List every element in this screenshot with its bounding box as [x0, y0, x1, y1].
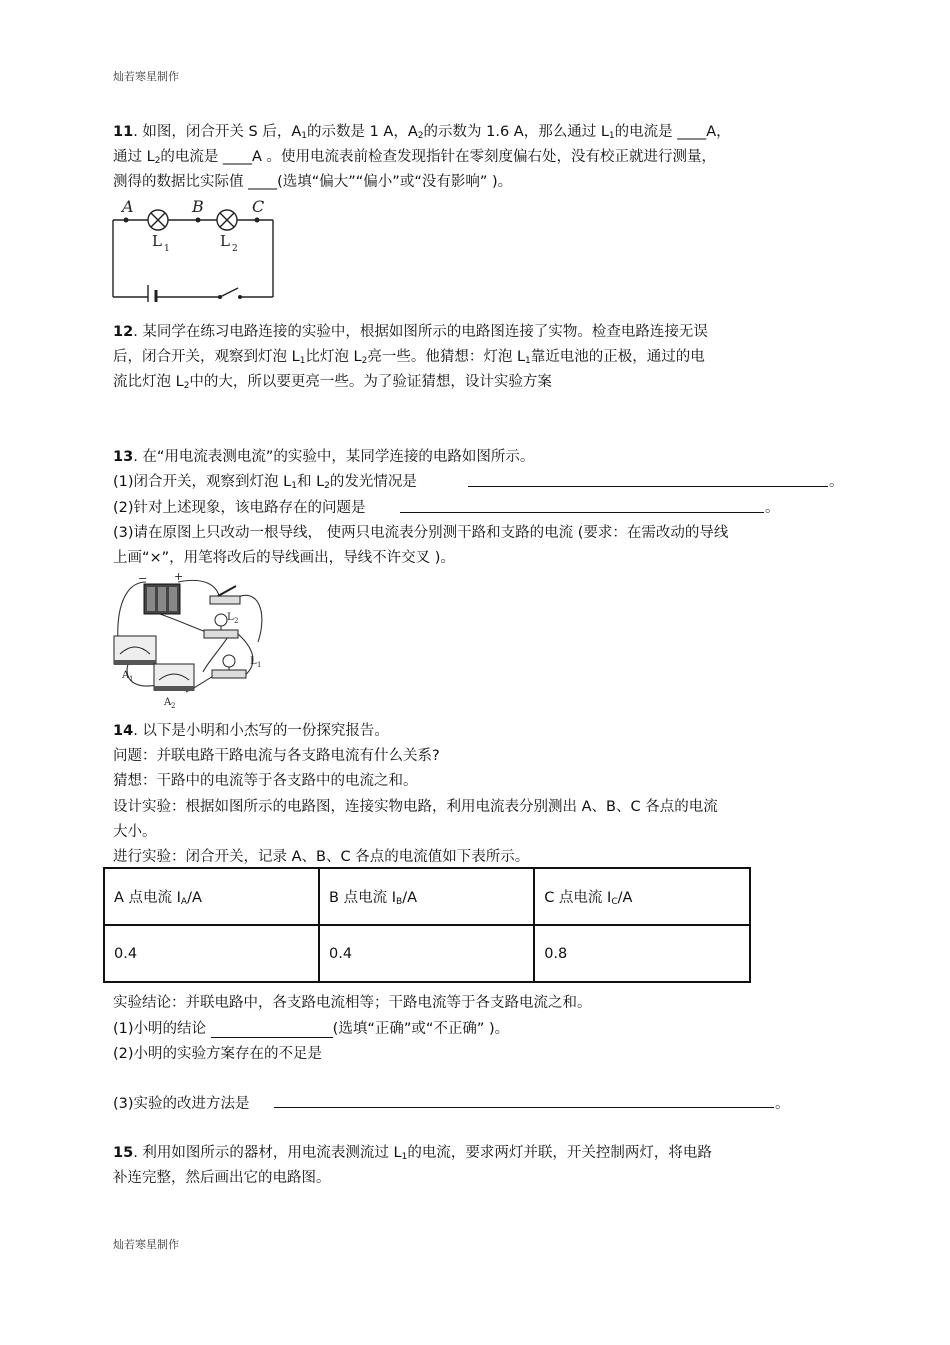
table-header-a: A 点电流 $I_A/A$: [104, 868, 319, 925]
q13-part1: (1)闭合开关，观察到灯泡 $L_1$和 $L_2$的发光情况是: [113, 474, 417, 491]
q14-answer-line-1[interactable]: [211, 1023, 333, 1038]
q14-design-b: 大小。: [113, 824, 157, 840]
q14-conclusion: 实验结论：并联电路中，各支路电流相等；干路电流等于各支路电流之和。: [113, 995, 592, 1011]
table-header-b: B 点电流 $I_B/A$: [319, 868, 534, 925]
table-header-row: [104, 868, 750, 925]
svg-text:A: A: [164, 697, 172, 708]
q11-line2: 通过 $L_2$的电流是 ____A 。使用电流表前检查发现指针在零刻度偏右处，没有校正就进行测量，: [113, 149, 717, 166]
q14-results-table: [103, 867, 751, 983]
svg-text:1: 1: [164, 244, 170, 254]
svg-text:1: 1: [129, 675, 134, 683]
q14-part3: (3)实验的改进方法是: [113, 1096, 250, 1112]
q12-number: 12: [113, 324, 134, 340]
q11-label-l1: L: [152, 232, 162, 250]
q13-answer-line-1[interactable]: [468, 472, 828, 487]
q11-label-a: A: [122, 197, 134, 216]
q13-part3b: 上画“×”，用笔将改后的导线画出，导线不许交叉 )。: [113, 550, 455, 566]
svg-text:1: 1: [257, 661, 262, 669]
q14-part3-end: 。: [775, 1096, 790, 1112]
q15-line2: 补连完整，然后画出它的电路图。: [113, 1170, 331, 1186]
table-cell-c: 0.8: [534, 925, 750, 982]
svg-text:2: 2: [171, 702, 176, 710]
table-cell-b: 0.4: [319, 925, 534, 982]
q13-minus: −: [138, 572, 148, 585]
page-footer: 灿若寒星制作: [113, 1238, 179, 1251]
svg-text:L: L: [227, 612, 234, 623]
q15-line1: 15. 利用如图所示的器材，用电流表测流过 $L_1$的电流，要求两灯并联，开关控制两灯，将电路: [113, 1145, 712, 1162]
q11-label-c: C: [252, 197, 265, 216]
page-header: 灿若寒星制作: [113, 70, 179, 83]
svg-text:2: 2: [234, 617, 239, 625]
table-cell-a: 0.4: [104, 925, 319, 982]
q14-line1: 14. 以下是小明和小杰写的一份探究报告。: [113, 723, 389, 739]
svg-text:A: A: [122, 670, 130, 681]
q12-line3: 流比灯泡 $L_2$中的大，所以要更亮一些。为了验证猜想，设计实验方案: [113, 374, 552, 391]
q12-line2: 后，闭合开关，观察到灯泡 $L_1$比灯泡 $L_2$亮一些。他猜想：灯泡 $L_1$靠近电池的正极，通过的电: [113, 349, 705, 366]
q14-question: 问题：并联电路干路电流与各支路电流有什么关系?: [113, 748, 440, 764]
q11-line3: 测得的数据比实际值 ____(选填“偏大”“偏小”或“没有影响” )。: [113, 174, 513, 190]
q14-guess: 猜想：干路中的电流等于各支路中的电流之和。: [113, 773, 418, 789]
svg-text:2: 2: [232, 244, 238, 254]
q14-part1: (1)小明的结论 (选填“正确”或“不正确” )。: [113, 1021, 510, 1037]
q13-plus: +: [174, 572, 184, 583]
table-header-c: C 点电流 $I_C/A$: [534, 868, 750, 925]
q14-answer-line-3[interactable]: [274, 1093, 774, 1108]
q13-part3a: (3)请在原图上只改动一根导线， 使两只电流表分别测干路和支路的电流 (要求：在需改动的导线: [113, 525, 729, 541]
q13-physical-circuit: [108, 572, 276, 712]
q11-line1: 11. 如图，闭合开关 S 后，$A_1$的示数是 1 A，$A_2$的示数为 1.6 A，那么通过 $L_1$的电流是 ____A，: [113, 124, 731, 141]
q13-part2: (2)针对上述现象，该电路存在的问题是: [113, 500, 366, 516]
q11-label-b: B: [192, 197, 204, 216]
q13-number: 13: [113, 449, 134, 465]
q11-circuit-diagram: [110, 196, 280, 302]
q13-line1: 13. 在“用电流表测电流”的实验中，某同学连接的电路如图所示。: [113, 449, 535, 465]
table-row: [104, 925, 750, 982]
q13-answer-line-2[interactable]: [400, 498, 764, 513]
q15-number: 15: [113, 1145, 134, 1161]
q13-part2-end: 。: [765, 500, 780, 516]
q14-proceed: 进行实验：闭合开关，记录 A、B、C 各点的电流值如下表所示。: [113, 849, 530, 865]
q14-design-a: 设计实验：根据如图所示的电路图，连接实物电路，利用电流表分别测出 A、B、C 各点的电流: [113, 799, 718, 815]
q11-number: 11: [113, 124, 134, 140]
q12-line1: 12. 某同学在练习电路连接的实验中，根据如图所示的电路图连接了实物。检查电路连接无误: [113, 324, 708, 340]
q14-number: 14: [113, 723, 134, 739]
svg-text:L: L: [250, 656, 257, 667]
q14-part2: (2)小明的实验方案存在的不足是: [113, 1046, 323, 1062]
q13-part1-end: 。: [829, 474, 844, 490]
q11-label-l2: L: [220, 232, 230, 250]
